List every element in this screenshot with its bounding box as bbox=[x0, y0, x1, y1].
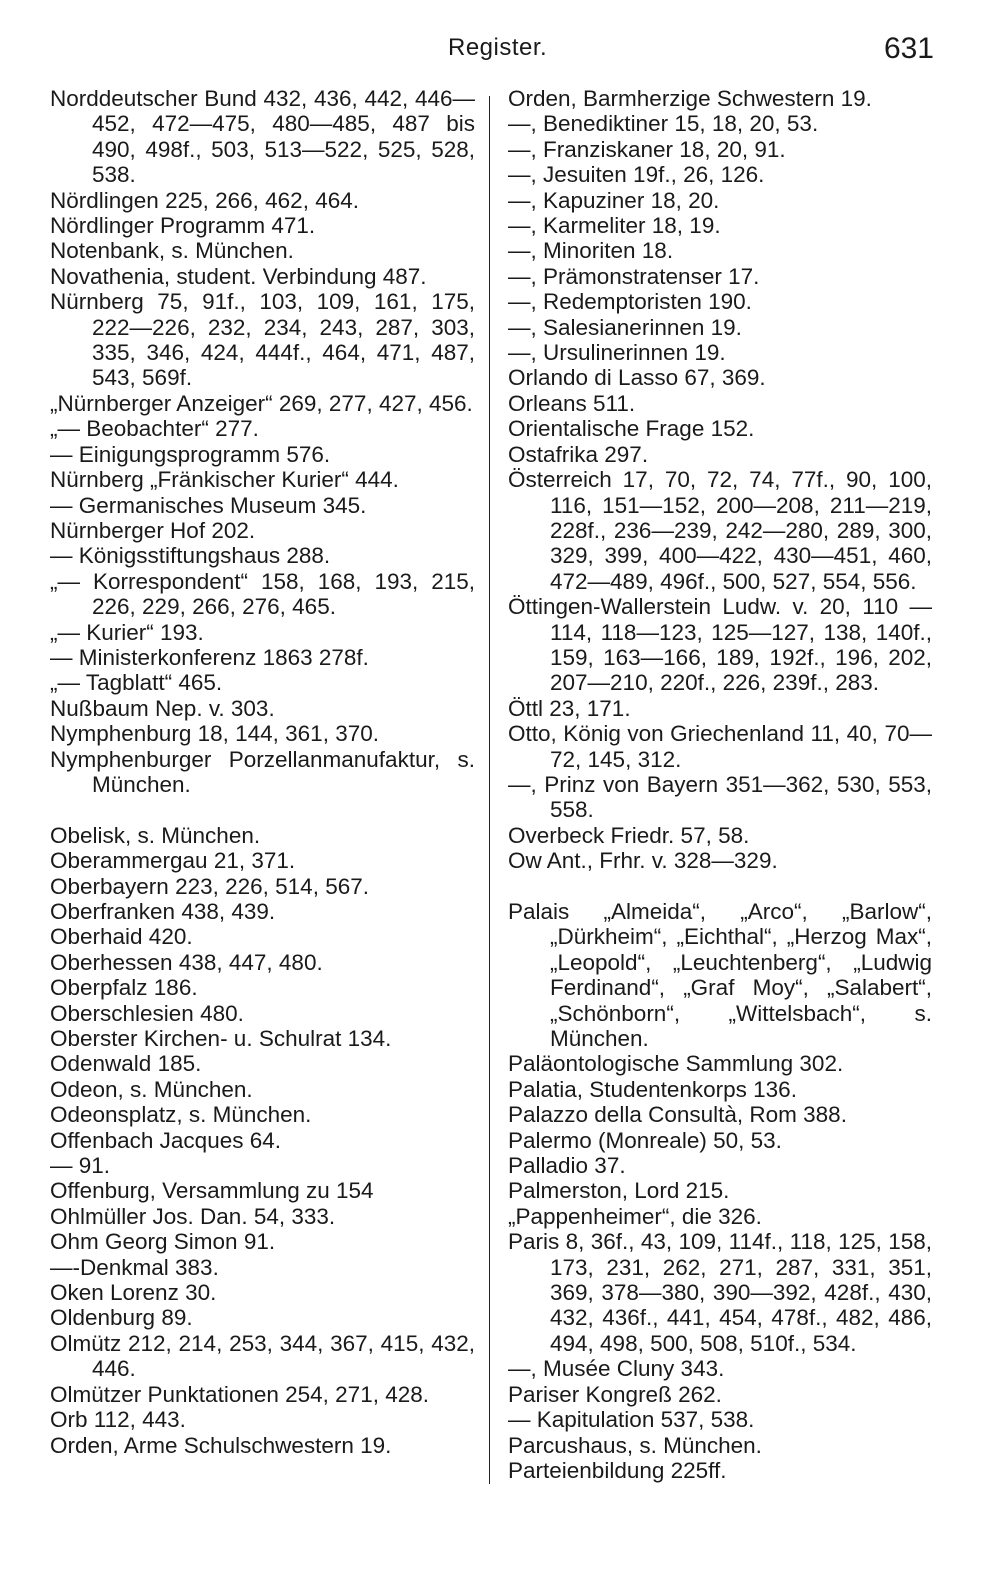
index-column-right bbox=[508, 86, 932, 1483]
index-entry: Ostafrika 297. bbox=[508, 441, 649, 467]
index-entry: Orlando di Lasso 67, 369. bbox=[508, 365, 766, 391]
index-entry: Parcushaus, s. München. bbox=[508, 1432, 762, 1458]
index-entry: Orden, Barmherzige Schwestern 19. bbox=[508, 86, 872, 111]
index-entry: Oberschlesien 480. bbox=[50, 1000, 244, 1026]
index-entry: Öttingen-Wallerstein Ludw. v. 20, 110 —114, 118—123, 125—127, 138, 140f., 159, 163—166, 189, 192f., 196, 202, 207—210, 220f., 226, 239f., 283. bbox=[508, 594, 932, 696]
index-entry: — Ministerkonferenz 1863 278f. bbox=[50, 644, 369, 670]
index-entry: „— Tagblatt“ 465. bbox=[50, 670, 223, 696]
index-entry: Nymphenburger Porzellanmanufaktur, s. München. bbox=[50, 746, 475, 797]
index-entry: —, Minoriten 18. bbox=[508, 238, 674, 264]
section-gap bbox=[508, 874, 932, 899]
page-number: 631 bbox=[883, 32, 934, 65]
index-entry: Oberfranken 438, 439. bbox=[50, 898, 276, 924]
index-entry: Olmütz 212, 214, 253, 344, 367, 415, 432, 446. bbox=[50, 1330, 475, 1382]
index-entry: Norddeutscher Bund 432, 436, 442, 446—452, 472—475, 480—485, 487 bis 490, 498f., 503, 513—522, 525, 528, 538. bbox=[50, 86, 475, 188]
index-entry: — Königsstiftungshaus 288. bbox=[50, 543, 331, 569]
index-entry: —, Jesuiten 19f., 26, 126. bbox=[508, 162, 765, 188]
index-entry: Palladio 37. bbox=[508, 1153, 626, 1179]
index-entry: — 91. bbox=[50, 1153, 111, 1179]
index-entry: Offenburg, Versammlung zu 154 bbox=[50, 1178, 374, 1204]
index-entry: —, Karmeliter 18, 19. bbox=[508, 213, 721, 239]
index-entry: Oldenburg 89. bbox=[50, 1305, 193, 1331]
index-entry: Oberster Kirchen- u. Schulrat 134. bbox=[50, 1026, 392, 1052]
section-gap bbox=[50, 797, 475, 822]
index-column-left bbox=[50, 86, 475, 1458]
index-entry: —, Ursulinerinnen 19. bbox=[508, 340, 726, 366]
index-entry: Paläontologische Sammlung 302. bbox=[508, 1051, 844, 1077]
index-entry: —, Prämonstratenser 17. bbox=[508, 263, 760, 289]
index-entry: Orden, Arme Schulschwestern 19. bbox=[50, 1432, 392, 1458]
index-entry: — Germanisches Museum 345. bbox=[50, 492, 367, 518]
index-entry: Notenbank, s. München. bbox=[50, 238, 294, 264]
index-entry: Overbeck Friedr. 57, 58. bbox=[508, 822, 750, 848]
index-entry: „— Beobachter“ 277. bbox=[50, 416, 259, 442]
index-entry: Nürnberg 75, 91f., 103, 109, 161, 175, 222—226, 232, 234, 243, 287, 303, 335, 346, 424, 444f., 464, 471, 487, 543, 569f. bbox=[50, 289, 475, 391]
index-entry: Odeonsplatz, s. München. bbox=[50, 1102, 312, 1128]
index-entry: Oken Lorenz 30. bbox=[50, 1280, 217, 1306]
index-entry: Ow Ant., Frhr. v. 328—329. bbox=[508, 848, 778, 874]
running-title: Register. bbox=[448, 34, 548, 61]
index-entry: Nußbaum Nep. v. 303. bbox=[50, 695, 275, 721]
index-entry: —, Redemptoristen 190. bbox=[508, 289, 752, 315]
index-entry: Olmützer Punktationen 254, 271, 428. bbox=[50, 1381, 429, 1407]
index-entry: Otto, König von Griechenland 11, 40, 70—72, 145, 312. bbox=[508, 721, 932, 772]
index-entry: Nürnberger Hof 202. bbox=[50, 517, 256, 543]
page-header bbox=[0, 30, 1000, 70]
index-entry: Oberpfalz 186. bbox=[50, 975, 198, 1001]
index-entry: Parteienbildung 225ff. bbox=[508, 1457, 727, 1483]
index-entry: Oberhessen 438, 447, 480. bbox=[50, 949, 323, 975]
index-entry: —, Franziskaner 18, 20, 91. bbox=[508, 136, 786, 162]
index-entry: —, Benediktiner 15, 18, 20, 53. bbox=[508, 111, 819, 137]
index-entry: —, Salesianerinnen 19. bbox=[508, 314, 742, 340]
index-entry: Orleans 511. bbox=[508, 390, 636, 416]
column-divider bbox=[489, 96, 490, 1484]
index-entry: Obelisk, s. München. bbox=[50, 822, 261, 848]
index-entry: „— Korrespondent“ 158, 168, 193, 215, 226, 229, 266, 276, 465. bbox=[50, 568, 475, 620]
index-entry: Nördlinger Programm 471. bbox=[50, 213, 316, 239]
index-entry: Palais „Almeida“, „Arco“, „Barlow“, „Dürkheim“, „Eichthal“, „Herzog Max“, „Leopold“, „Leuchtenberg“, „Ludwig Ferdinand“, „Graf Moy“, „Salabert“, „Schönborn“, „Wittelsbach“, s. München. bbox=[508, 898, 932, 1052]
index-entry: —, Kapuziner 18, 20. bbox=[508, 187, 720, 213]
index-entry: Offenbach Jacques 64. bbox=[50, 1127, 281, 1153]
index-entry: „— Kurier“ 193. bbox=[50, 619, 204, 645]
index-entry: Nymphenburg 18, 144, 361, 370. bbox=[50, 721, 379, 747]
index-entry: Palmerston, Lord 215. bbox=[508, 1178, 730, 1204]
index-entry: — Einigungsprogramm 576. bbox=[50, 441, 331, 467]
index-entry: — Kapitulation 537, 538. bbox=[508, 1407, 755, 1433]
index-entry: Odenwald 185. bbox=[50, 1051, 202, 1077]
index-entry: Nördlingen 225, 266, 462, 464. bbox=[50, 187, 359, 213]
index-entry: —, Musée Cluny 343. bbox=[508, 1356, 725, 1382]
index-entry: „Nürnberger Anzeiger“ 269, 277, 427, 456. bbox=[50, 390, 473, 416]
index-entry: Ohlmüller Jos. Dan. 54, 333. bbox=[50, 1203, 336, 1229]
index-entry: Oberhaid 420. bbox=[50, 924, 193, 950]
index-entry: Paris 8, 36f., 43, 109, 114f., 118, 125, 158, 173, 231, 262, 271, 287, 331, 351, 369, 378—380, 390—392, 428f., 430, 432, 436f., 441, 454, 478f., 482, 486, 494, 498, 500, 508, 510f., 534. bbox=[508, 1229, 932, 1356]
index-entry: „Pappenheimer“, die 326. bbox=[508, 1203, 762, 1229]
index-entry: Novathenia, student. Verbindung 487. bbox=[50, 263, 427, 289]
index-entry: Orientalische Frage 152. bbox=[508, 416, 755, 442]
index-entry: Österreich 17, 70, 72, 74, 77f., 90, 100, 116, 151—152, 200—208, 211—219, 228f., 236—239, 242—280, 289, 300, 329, 399, 400—422, 430—451, 460, 472—489, 496f., 500, 527, 554, 556. bbox=[508, 467, 932, 594]
index-entry: Oberammergau 21, 371. bbox=[50, 848, 296, 874]
index-entry: Pariser Kongreß 262. bbox=[508, 1381, 722, 1407]
index-entry: Ohm Georg Simon 91. bbox=[50, 1229, 276, 1255]
index-entry: Oberbayern 223, 226, 514, 567. bbox=[50, 873, 369, 899]
index-entry: Nürnberg „Fränkischer Kurier“ 444. bbox=[50, 467, 399, 493]
index-entry: —, Prinz von Bayern 351—362, 530, 553, 558. bbox=[508, 771, 932, 823]
index-entry: —-Denkmal 383. bbox=[50, 1254, 219, 1280]
index-entry: Odeon, s. München. bbox=[50, 1076, 253, 1102]
index-entry: Palatia, Studentenkorps 136. bbox=[508, 1076, 797, 1102]
index-entry: Öttl 23, 171. bbox=[508, 695, 631, 721]
index-entry: Palermo (Monreale) 50, 53. bbox=[508, 1127, 782, 1153]
index-entry: Palazzo della Consultà, Rom 388. bbox=[508, 1102, 847, 1128]
index-entry: Orb 112, 443. bbox=[50, 1407, 186, 1433]
